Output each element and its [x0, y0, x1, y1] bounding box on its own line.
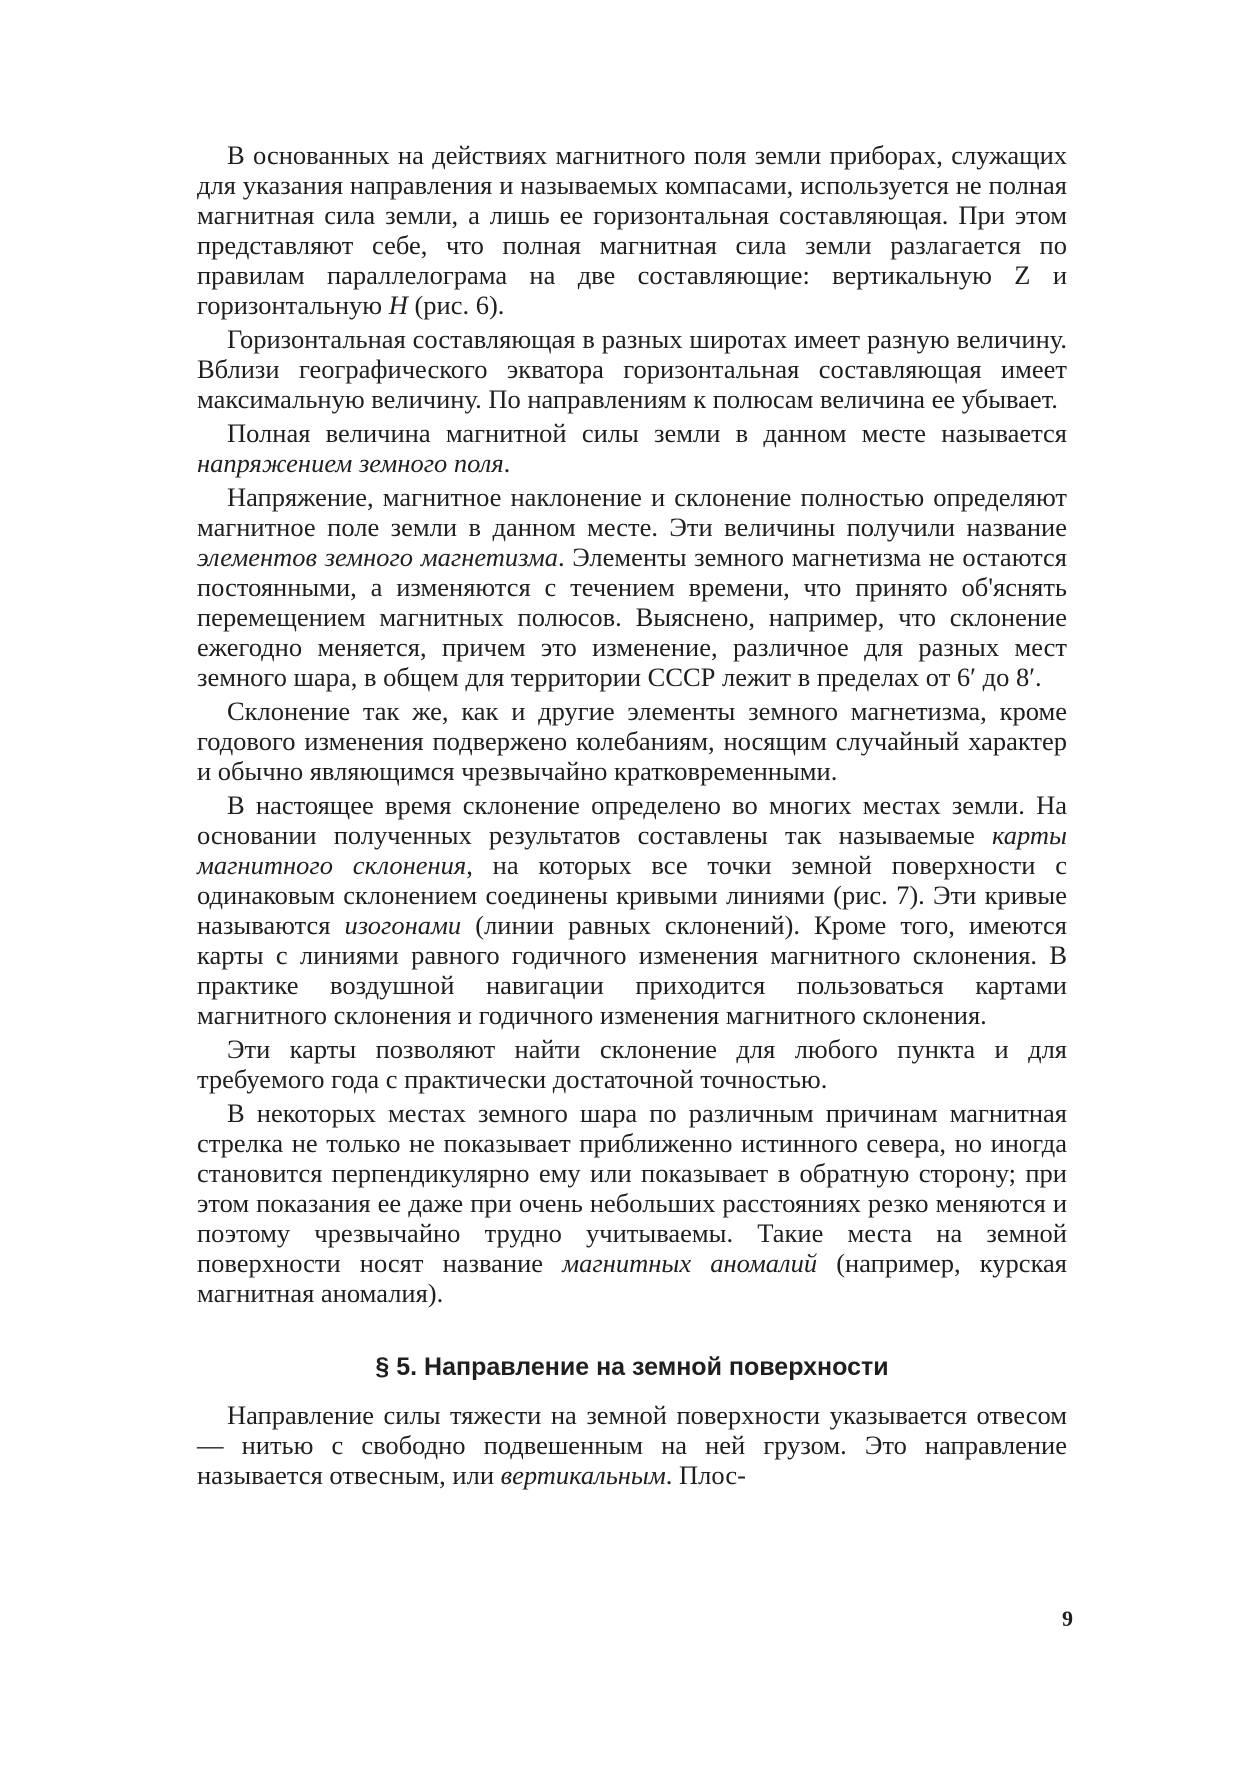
- italic-term: магнитных аномалий: [562, 1248, 818, 1278]
- italic-term: вертикальным: [500, 1460, 666, 1490]
- text-run: . Плос-: [665, 1460, 746, 1490]
- paragraph: [197, 482, 1067, 692]
- text-run: Склонение так же, как и другие элементы земного магнетизма, кроме годового изменения подвержено колебаниям, носящим случайный характер и обычно являющимся чрезвычайно кратковременными.: [197, 696, 1067, 786]
- text-run: , на которых все точки земной поверхности с одинаковым склонением соединены кривыми линиями (рис. 7). Эти кривые называются: [197, 850, 1067, 940]
- text-run: . Элементы земного магнетизма не остаются постоянными, а изменяются с течением времени, что принято об'яснять перемещением магнитных полюсов. Выяснено, например, что склонение ежегодно меняется, причем это изменение, различное для разных мест земного шара, в общем для территории СССР лежит в пределах от 6′ до 8′.: [197, 542, 1067, 692]
- paragraph: [197, 324, 1067, 414]
- italic-term: напряжением земного поля: [197, 448, 504, 478]
- italic-term: карты магнитного склонения: [197, 820, 1067, 880]
- paragraphs-after-section: [197, 1400, 1067, 1490]
- text-run: Эти карты позволяют найти склонение для любого пункта и для требуемого года с практически достаточной точностью.: [197, 1034, 1067, 1094]
- text-body: [197, 140, 1067, 1490]
- text-run: .: [503, 448, 511, 478]
- paragraph: [197, 1400, 1067, 1490]
- text-run: Полная величина магнитной силы земли в данном месте называется: [227, 418, 1067, 448]
- text-run: В основанных на действиях магнитного поля земли приборах, служащих для указания направления и называемых компасами, используется не полная магнитная сила земли, а лишь ее горизонтальная составляющая. При этом представляют себе, что полная магнитная сила земли разлагается по правилам параллелограма на две составляющие: вертикальную Z и горизонтальную: [197, 140, 1067, 320]
- page-number: 9: [1062, 1606, 1073, 1631]
- paragraph: [197, 790, 1067, 1030]
- text-run: (линии равных склонений). Кроме того, имеются карты с линиями равного годичного изменения магнитного склонения. В практике воздушной навигации приходится пользоваться картами магнитного склонения и годичного изменения магнитного склонения.: [197, 910, 1067, 1030]
- italic-term: H: [388, 290, 408, 320]
- text-run: В некоторых местах земного шара по различным причинам магнитная стрелка не только не показывает приближенно истинного севера, но иногда становится перпендикулярно ему или показывает в обратную сторону; при этом показания ее даже при очень небольших расстояниях резко меняются и поэтому чрезвычайно трудно учитываемы. Такие места на земной поверхности носят название: [197, 1098, 1067, 1278]
- italic-term: изогонами: [344, 910, 462, 940]
- section-heading: § 5. Направление на земной поверхности: [375, 1353, 889, 1381]
- text-run: В настоящее время склонение определено во многих местах земли. На основании полученных результатов составлены так называемые: [197, 790, 1067, 850]
- italic-term: элементов земного магнетизма: [197, 542, 558, 572]
- text-run: Горизонтальная составляющая в разных широтах имеет разную величину. Вблизи географического экватора горизонтальная составляющая имеет максимальную величину. По направлениям к полюсам величина ее убывает.: [197, 324, 1067, 414]
- paragraphs-before-section: [197, 140, 1067, 1308]
- text-run: Напряжение, магнитное наклонение и склонение полностью определяют магнитное поле земли в данном месте. Эти величины получили название: [197, 482, 1067, 542]
- text-run: Направление силы тяжести на земной поверхности указывается отвесом — нитью с свободно подвешенным на ней грузом. Это направление называется отвесным, или: [197, 1400, 1067, 1490]
- text-run: (рис. 6).: [407, 290, 505, 320]
- paragraph: [197, 1034, 1067, 1094]
- text-run: (например, курская магнитная аномалия).: [197, 1248, 1067, 1308]
- paragraph: [197, 696, 1067, 786]
- paragraph: [197, 140, 1067, 320]
- paragraph: [197, 1098, 1067, 1308]
- paragraph: [197, 418, 1067, 478]
